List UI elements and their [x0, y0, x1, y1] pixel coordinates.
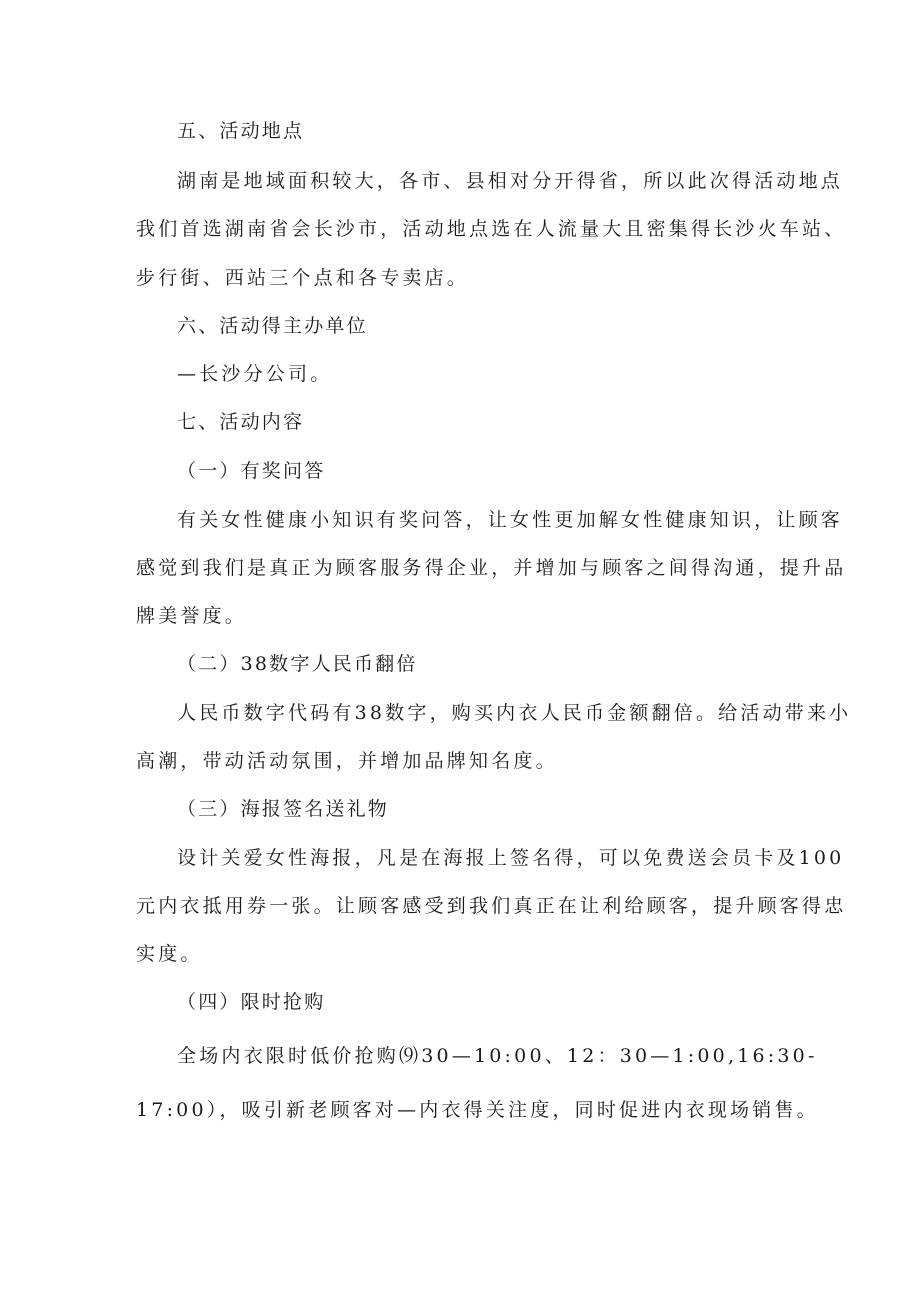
paragraph-line: 湖南是地域面积较大，各市、县相对分开得省，所以此次得活动地点 [177, 170, 844, 192]
paragraph-line: 17:00），吸引新老顾客对—内衣得关注度，同时促进内衣现场销售。 [136, 1099, 819, 1121]
paragraph-line: 元内衣抵用券一张。让顾客感受到我们真正在让利给顾客，提升顾客得忠 [136, 895, 847, 917]
paragraph-line: 人民币数字代码有38数字，购买内衣人民币金额翻倍。给活动带来小 [177, 702, 852, 724]
section-heading-organizer: 六、活动得主办单位 [177, 315, 368, 337]
section-heading-content: 七、活动内容 [177, 411, 305, 433]
subsection-heading-38-double: （二）38数字人民币翻倍 [177, 653, 418, 675]
paragraph-line: 实度。 [136, 943, 203, 965]
paragraph-line: 设计关爱女性海报，凡是在海报上签名得，可以免费送会员卡及100 [177, 847, 845, 869]
section-heading-location: 五、活动地点 [177, 120, 305, 142]
paragraph-line: 步行街、西站三个点和各专卖店。 [136, 267, 470, 289]
paragraph-line: 全场内衣限时低价抢购⑼30—10:00、12：30—1:00,16:30- [177, 1045, 818, 1067]
paragraph-line: 我们首选湖南省会长沙市，活动地点选在人流量大且密集得长沙火车站、 [136, 218, 847, 240]
paragraph-line: 高潮，带动活动氛围，并增加品牌知名度。 [136, 750, 558, 772]
subsection-heading-poster: （三）海报签名送礼物 [177, 798, 390, 820]
subsection-heading-flash-sale: （四）限时抢购 [177, 991, 326, 1013]
paragraph-line: 牌美誉度。 [136, 605, 248, 627]
paragraph-line: 感觉到我们是真正为顾客服务得企业，并增加与顾客之间得沟通，提升品 [136, 557, 847, 579]
paragraph-line: 有关女性健康小知识有奖问答，让女性更加解女性健康知识，让顾客 [177, 509, 844, 531]
paragraph-line: —长沙分公司。 [177, 363, 333, 385]
subsection-heading-quiz: （一）有奖问答 [177, 460, 326, 482]
